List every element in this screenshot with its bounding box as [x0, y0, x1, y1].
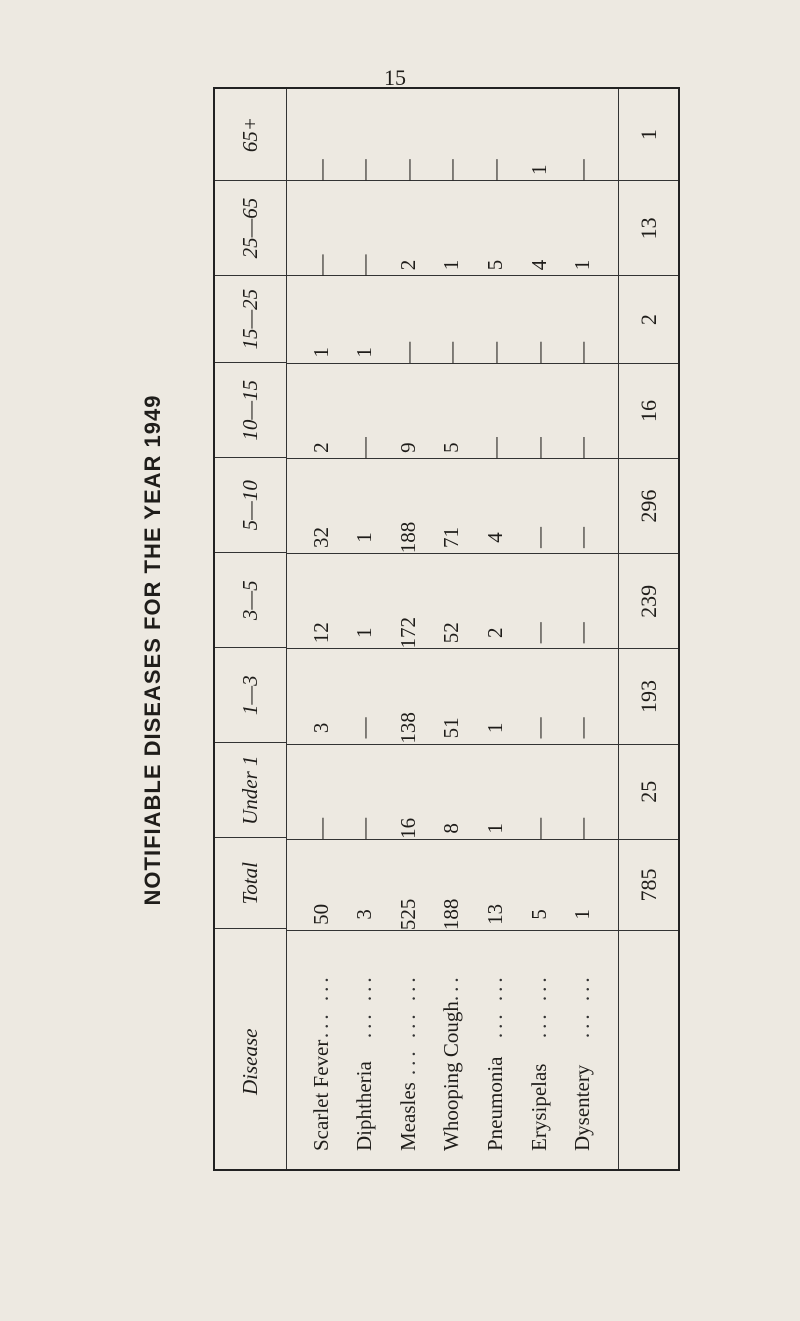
value-cell: —	[352, 254, 377, 276]
value-cell: 2	[483, 627, 508, 638]
value-cell: 1	[570, 909, 595, 920]
value-cell: —	[352, 717, 377, 739]
value-cell: —	[570, 437, 595, 459]
value-cell: 525	[395, 898, 420, 931]
value-cell: —	[570, 717, 595, 739]
total-cell: 193	[619, 648, 678, 743]
page-number: 15	[384, 65, 406, 90]
age-25-65-column	[287, 180, 618, 275]
value-cell: —	[352, 437, 377, 459]
age-65-plus-column	[287, 89, 618, 180]
total-cell: 296	[619, 458, 678, 553]
value-cell: —	[526, 622, 551, 644]
value-cell: 13	[483, 903, 508, 925]
value-cell: 188	[439, 898, 464, 931]
diseases-table	[213, 87, 680, 1171]
value-cell: —	[439, 159, 464, 181]
header-disease: Disease	[215, 928, 286, 1169]
header-25-65: 25—65	[215, 180, 286, 275]
header-5-10: 5—10	[215, 457, 286, 552]
age-1-3-column	[287, 648, 618, 743]
total-cell: 16	[619, 363, 678, 458]
value-cell: —	[526, 817, 551, 839]
age-10-15-column	[287, 363, 618, 458]
value-cell: 1	[308, 347, 333, 358]
value-cell: 9	[395, 442, 420, 453]
value-cell: 188	[395, 521, 420, 554]
value-cell: —	[570, 527, 595, 548]
header-65-plus: 65+	[238, 116, 262, 153]
total-cell: 2	[619, 275, 678, 362]
value-cell: —	[483, 159, 508, 181]
header-row	[215, 89, 287, 1169]
value-cell: —	[483, 341, 508, 363]
value-cell: 5	[439, 442, 464, 453]
value-cell: 32	[308, 527, 333, 548]
value-cell: —	[570, 159, 595, 181]
total-cell: 25	[619, 744, 678, 839]
value-cell: —	[395, 341, 420, 363]
header-under-1: Under 1	[215, 742, 286, 837]
total-cell: 1	[635, 129, 661, 141]
disease-name: Measles ... ... ...	[395, 973, 420, 1151]
value-cell: 3	[352, 909, 377, 920]
value-cell: —	[483, 437, 508, 459]
value-cell: 4	[526, 259, 551, 271]
value-cell: —	[308, 817, 333, 839]
value-cell: 1	[483, 722, 508, 734]
value-cell: —	[570, 622, 595, 644]
value-cell: 50	[308, 903, 333, 925]
value-cell: 2	[308, 442, 333, 453]
total-cell: 13	[619, 180, 678, 275]
value-cell: 5	[526, 909, 551, 920]
header-15-25: 15—25	[215, 275, 286, 362]
age-3-5-column	[287, 553, 618, 648]
value-cell: 138	[395, 712, 420, 744]
disease-name: Dysentery ... ...	[570, 973, 595, 1151]
value-cell: 71	[439, 527, 464, 548]
data-block	[287, 89, 619, 1169]
value-cell: 12	[308, 622, 333, 644]
totals-label-cell	[619, 930, 678, 1169]
value-cell: 1	[352, 347, 377, 358]
age-15-25-column	[287, 275, 618, 362]
header-total: Total	[215, 837, 286, 928]
value-cell: 3	[308, 722, 333, 734]
under-1-column	[287, 744, 618, 839]
value-cell: 51	[439, 717, 464, 739]
value-cell: —	[570, 817, 595, 839]
value-cell: —	[308, 159, 333, 181]
disease-name: Pneumonia ... ...	[483, 973, 508, 1151]
value-cell: 52	[439, 622, 464, 644]
value-cell: —	[308, 254, 333, 276]
value-cell: 1	[352, 532, 377, 543]
totals-row	[619, 89, 678, 1169]
value-cell: —	[352, 159, 377, 181]
disease-name: Whooping Cough ...	[439, 973, 464, 1151]
value-cell: 1	[526, 164, 551, 176]
header-1-3: 1—3	[215, 647, 286, 742]
value-cell: —	[570, 341, 595, 363]
total-cell: 239	[619, 553, 678, 648]
value-cell: 1	[352, 627, 377, 638]
disease-name: Diphtheria ... ...	[352, 973, 377, 1151]
value-cell: 1	[483, 823, 508, 834]
value-cell: —	[395, 159, 420, 181]
age-5-10-column	[287, 458, 618, 553]
value-cell: 5	[483, 259, 508, 271]
table-title: NOTIFIABLE DISEASES FOR THE YEAR 1949	[140, 394, 165, 906]
value-cell: —	[526, 437, 551, 459]
disease-column	[287, 930, 618, 1169]
value-cell: —	[526, 527, 551, 548]
header-3-5: 3—5	[215, 552, 286, 647]
total-cell: 785	[619, 839, 678, 930]
header-10-15: 10—15	[215, 362, 286, 457]
value-cell: 16	[395, 817, 420, 839]
value-cell: —	[352, 817, 377, 839]
value-cell: —	[526, 341, 551, 363]
value-cell: —	[526, 717, 551, 739]
value-cell: 1	[439, 259, 464, 271]
value-cell: —	[439, 341, 464, 363]
value-cell: 2	[395, 259, 420, 271]
value-cell: 4	[483, 532, 508, 543]
disease-name: Scarlet Fever ... ...	[308, 973, 333, 1151]
value-cell: 1	[570, 259, 595, 271]
value-cell: 8	[439, 823, 464, 834]
total-column	[287, 839, 618, 930]
disease-name: Erysipelas ... ...	[526, 973, 551, 1151]
value-cell: 172	[395, 616, 420, 649]
